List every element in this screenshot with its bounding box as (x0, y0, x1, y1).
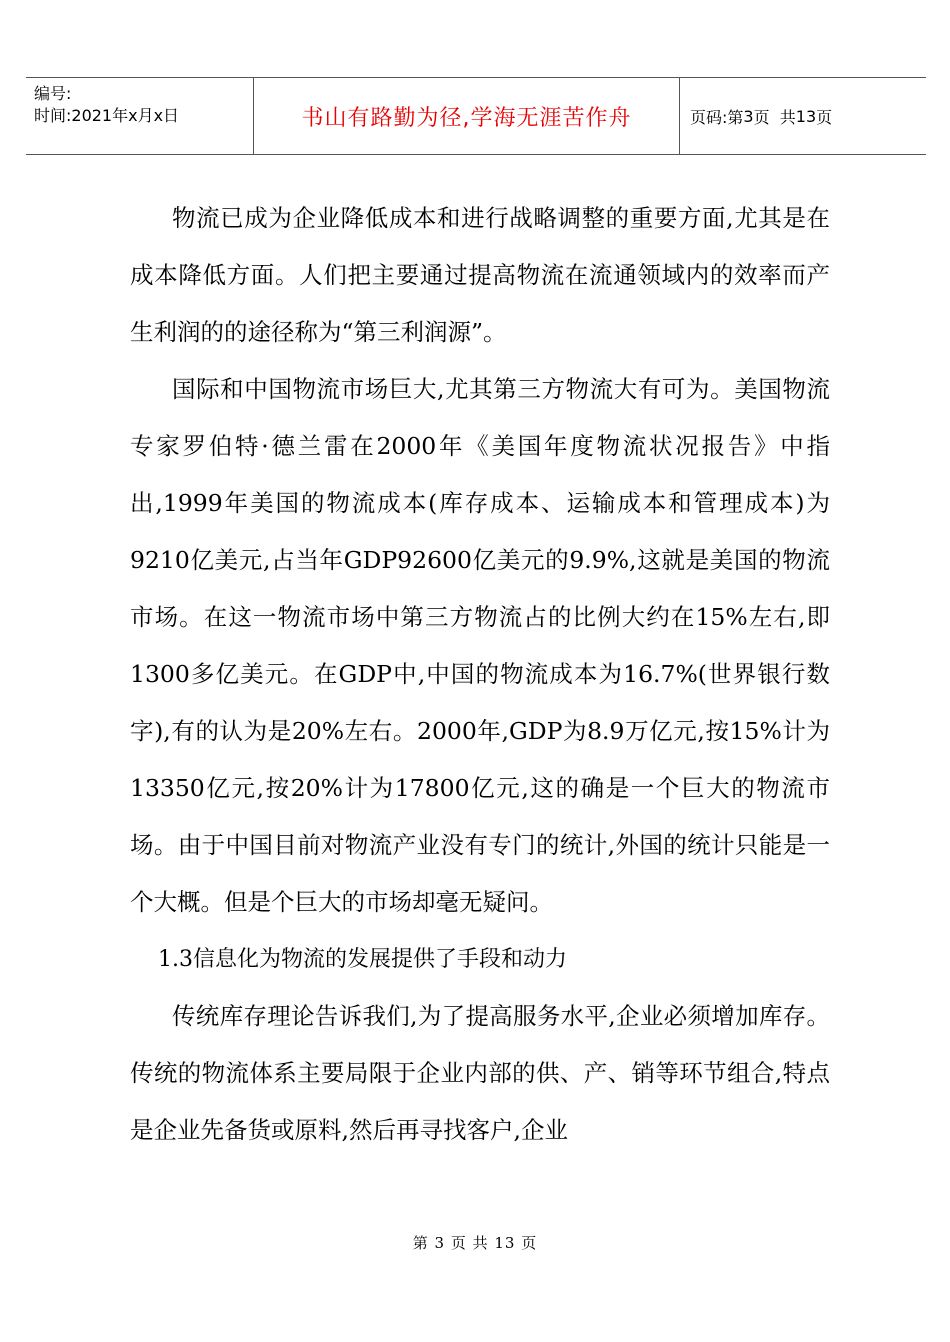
header-page-total: 13 (795, 106, 817, 126)
footer-mid: 页 共 (450, 1234, 489, 1252)
header-meta-cell (26, 78, 254, 154)
section-heading: 1.3信息化为物流的发展提供了手段和动力 (158, 947, 567, 972)
header-motto: 书山有路勤为径,学海无涯苦作舟 (301, 105, 632, 131)
document-header (26, 77, 926, 155)
footer-suffix: 页 (521, 1234, 538, 1252)
document-number-label: 编号: (34, 84, 72, 103)
header-page-current: 3 (743, 106, 754, 126)
header-motto-cell (254, 78, 680, 154)
header-page-label: 页码:第 (690, 107, 744, 127)
document-body (130, 190, 830, 1159)
footer-prefix: 第 (412, 1234, 429, 1252)
footer-total-pages: 13 (494, 1234, 516, 1252)
body-paragraph: 国际和中国物流市场巨大,尤其第三方物流大有可为。美国物流专家罗伯特·德兰雷在2000年《美国年度物流状况报告》中指出,1999年美国的物流成本(库存成本、运输成本和管理成本)为9210亿美元,占当年GDP92600亿美元的9.9%,这就是美国的物流市场。在这一物流市场中第三方物流占的比例大约在15%左右,即1300多亿美元。在GDP中,中国的物流成本为16.7%(世界银行数字),有的认为是20%左右。2000年,GDP为8.9万亿元,按15%计为13350亿元,按20%计为17800亿元,这的确是一个巨大的物流市场。由于中国目前对物流产业没有专门的统计,外国的统计只能是一个大概。但是个巨大的市场却毫无疑问。 (130, 375, 830, 916)
document-time-label: 时间:2021年x月x日 (34, 106, 180, 125)
page-footer (0, 1232, 950, 1253)
header-page-mid: 页 共 (753, 107, 796, 127)
header-page-end: 页 (816, 107, 833, 127)
body-paragraph: 物流已成为企业降低成本和进行战略调整的重要方面,尤其是在成本降低方面。人们把主要通过提高物流在流通领域内的效率而产生利润的的途径称为“第三利润源”。 (130, 204, 830, 346)
header-page-cell (680, 78, 926, 154)
footer-current-page: 3 (434, 1234, 446, 1252)
body-paragraph: 传统库存理论告诉我们,为了提高服务水平,企业必须增加库存。传统的物流体系主要局限于企业内部的供、产、销等环节组合,特点是企业先备货或原料,然后再寻找客户,企业 (130, 1002, 830, 1144)
